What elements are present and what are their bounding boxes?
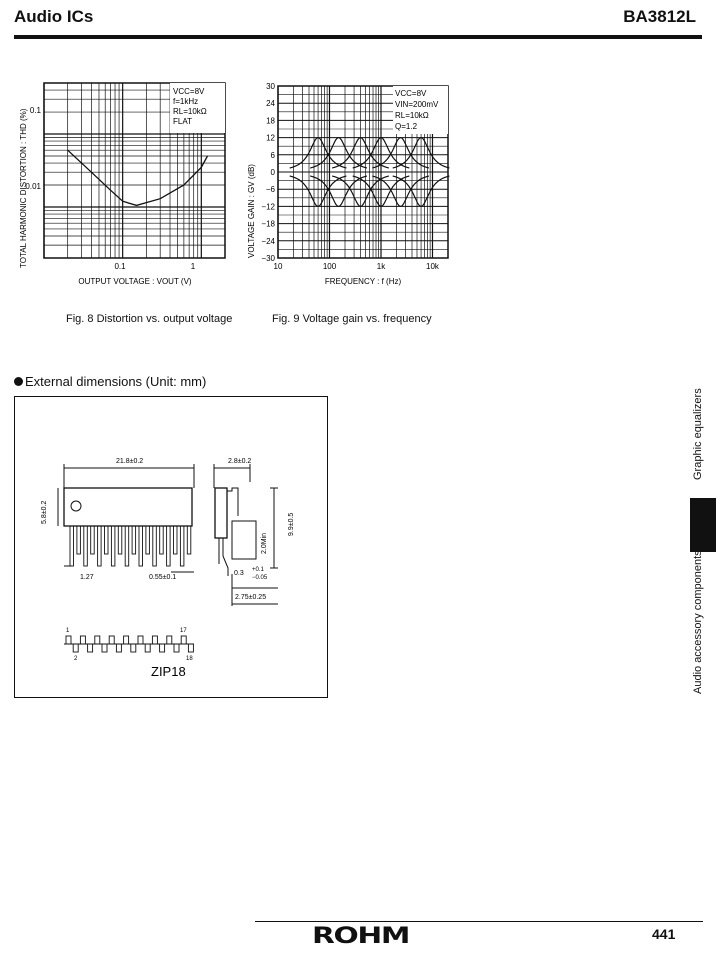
fig9-ytick-4: 6: [270, 150, 275, 160]
fig9-cond-3: RL=10kΩ: [395, 111, 429, 120]
fig9-ytick-7: −12: [261, 202, 275, 212]
lead-16: [180, 526, 184, 566]
fig9-ytick-3: 12: [266, 133, 275, 143]
pin-18-label: 18: [186, 656, 193, 662]
fig9-ytick-10: −30: [261, 254, 275, 263]
dim-thick-label: 0.3: [234, 570, 244, 577]
fig9-cond-2: VIN=200mV: [395, 100, 439, 109]
fig9-xtick-0: 10: [273, 262, 283, 271]
lead-1: [77, 526, 81, 554]
fig8-ytick-0: 0.1: [29, 106, 41, 115]
fig9-y-axis-label: VOLTAGE GAIN : GV (dB): [247, 164, 256, 258]
lead-12: [153, 526, 157, 566]
pin-pad-6: [109, 636, 114, 644]
fig9-caption: Fig. 9 Voltage gain vs. frequency: [272, 313, 432, 325]
pin-pad-7: [116, 644, 121, 652]
dim-width-label: 21.8±0.2: [116, 458, 144, 465]
fig9-cond-4: Q=1.2: [395, 122, 418, 131]
lead-13: [160, 526, 164, 554]
header-rule: [14, 35, 702, 39]
dimensions-title: External dimensions (Unit: mm): [25, 374, 207, 389]
dim-min-label: 2.0Min: [261, 532, 268, 554]
header-left-title: Audio ICs: [14, 7, 94, 26]
fig8-thd-curve: [68, 150, 208, 205]
fig9-chart: [228, 68, 460, 293]
lead-15: [174, 526, 178, 554]
fig9-ytick-0: 30: [266, 82, 275, 91]
fig8-ytick-1: 0.01: [25, 182, 41, 191]
pin-pad-5: [102, 644, 107, 652]
pin-pad-2: [80, 636, 85, 644]
lead-8: [125, 526, 129, 566]
pin-pad-10: [138, 636, 143, 644]
footer-rule: [255, 921, 703, 922]
pin-pad-4: [95, 636, 100, 644]
package-name: ZIP18: [151, 664, 186, 679]
pin-pad-15: [174, 644, 179, 652]
fig9-ytick-2: 18: [266, 116, 275, 126]
pin-pad-3: [88, 644, 93, 652]
fig9-ytick-5: 0: [270, 168, 275, 177]
pin-1-label: 1: [66, 628, 70, 634]
fig8-cond-3: RL=10kΩ: [173, 107, 207, 116]
header-part-number: BA3812L: [623, 7, 696, 26]
pin-pad-8: [124, 636, 129, 644]
lead-10: [139, 526, 143, 566]
lead-3: [91, 526, 95, 554]
lead-14: [167, 526, 171, 566]
side-text-audio-accessory: Audio accessory components: [692, 550, 704, 694]
package-drawing: [14, 396, 328, 698]
lead-9: [132, 526, 136, 554]
fig9-ytick-1: 24: [266, 99, 275, 109]
dim-base-label: 2.75±0.25: [235, 594, 267, 601]
pin-pad-11: [145, 644, 150, 652]
pin-pad-14: [167, 636, 172, 644]
pin-pad-12: [152, 636, 157, 644]
dim-depth-label: 2.8±0.2: [228, 458, 252, 465]
lead-7: [118, 526, 122, 554]
fig9-xticks: [274, 262, 440, 271]
pin-pad-1: [73, 644, 78, 652]
bullet-icon: [14, 377, 23, 386]
dim-lead-label: 0.55±0.1: [149, 574, 177, 581]
lead-6: [111, 526, 115, 566]
lead-0: [70, 526, 74, 566]
fig8-cond-4: FLAT: [173, 117, 192, 126]
fig9-cond-1: VCC=8V: [395, 89, 427, 98]
lead-5: [105, 526, 109, 554]
fig8-xtick-1: 1: [190, 262, 196, 271]
fig8-cond-2: f=1kHz: [173, 97, 199, 106]
lead-2: [84, 526, 88, 566]
pin-pad-13: [160, 644, 165, 652]
lead-11: [146, 526, 150, 554]
fig8-xtick-0: 0.1: [114, 262, 126, 271]
dim-tol-minus: −0.05: [252, 575, 268, 581]
dim-pitch-label: 1.27: [80, 574, 94, 581]
dim-tol-plus: +0.1: [252, 567, 264, 573]
fig9-ytick-6: −6: [265, 185, 275, 195]
dim-height-label: 5.8±0.2: [41, 500, 48, 524]
dim-total-label: 9.9±0.5: [288, 512, 295, 536]
fig8-chart: [10, 68, 260, 293]
pin-2-label: 2: [74, 656, 78, 662]
pin-17-label: 17: [180, 628, 187, 634]
lead-4: [98, 526, 102, 566]
lead-17: [187, 526, 191, 554]
fig8-y-axis-label: TOTAL HARMONIC DISTORTION : THD (%): [19, 108, 28, 268]
pin-pad-16: [181, 636, 186, 644]
fig9-xtick-2: 1k: [376, 262, 386, 271]
fig8-cond-1: VCC=8V: [173, 87, 205, 96]
fig9-yticks: [261, 82, 275, 263]
pin-pad-0: [66, 636, 71, 644]
page-number: 441: [652, 926, 676, 942]
fig9-xtick-1: 100: [322, 262, 337, 271]
fig9-xtick-3: 10k: [426, 262, 439, 271]
fig9-ytick-9: −24: [261, 236, 275, 246]
fig8-x-axis-label: OUTPUT VOLTAGE : VOUT (V): [78, 277, 192, 286]
pin-pad-9: [131, 644, 136, 652]
dimensions-heading: [14, 374, 206, 389]
side-section-tab: [690, 498, 716, 552]
pin-pad-17: [188, 644, 193, 652]
side-text-graphic-equalizers: Graphic equalizers: [692, 388, 704, 480]
fig8-caption: Fig. 8 Distortion vs. output voltage: [66, 313, 233, 325]
rohm-logo: ROHM: [312, 924, 410, 949]
fig9-x-axis-label: FREQUENCY : f (Hz): [324, 277, 402, 286]
fig9-ytick-8: −18: [261, 219, 275, 229]
